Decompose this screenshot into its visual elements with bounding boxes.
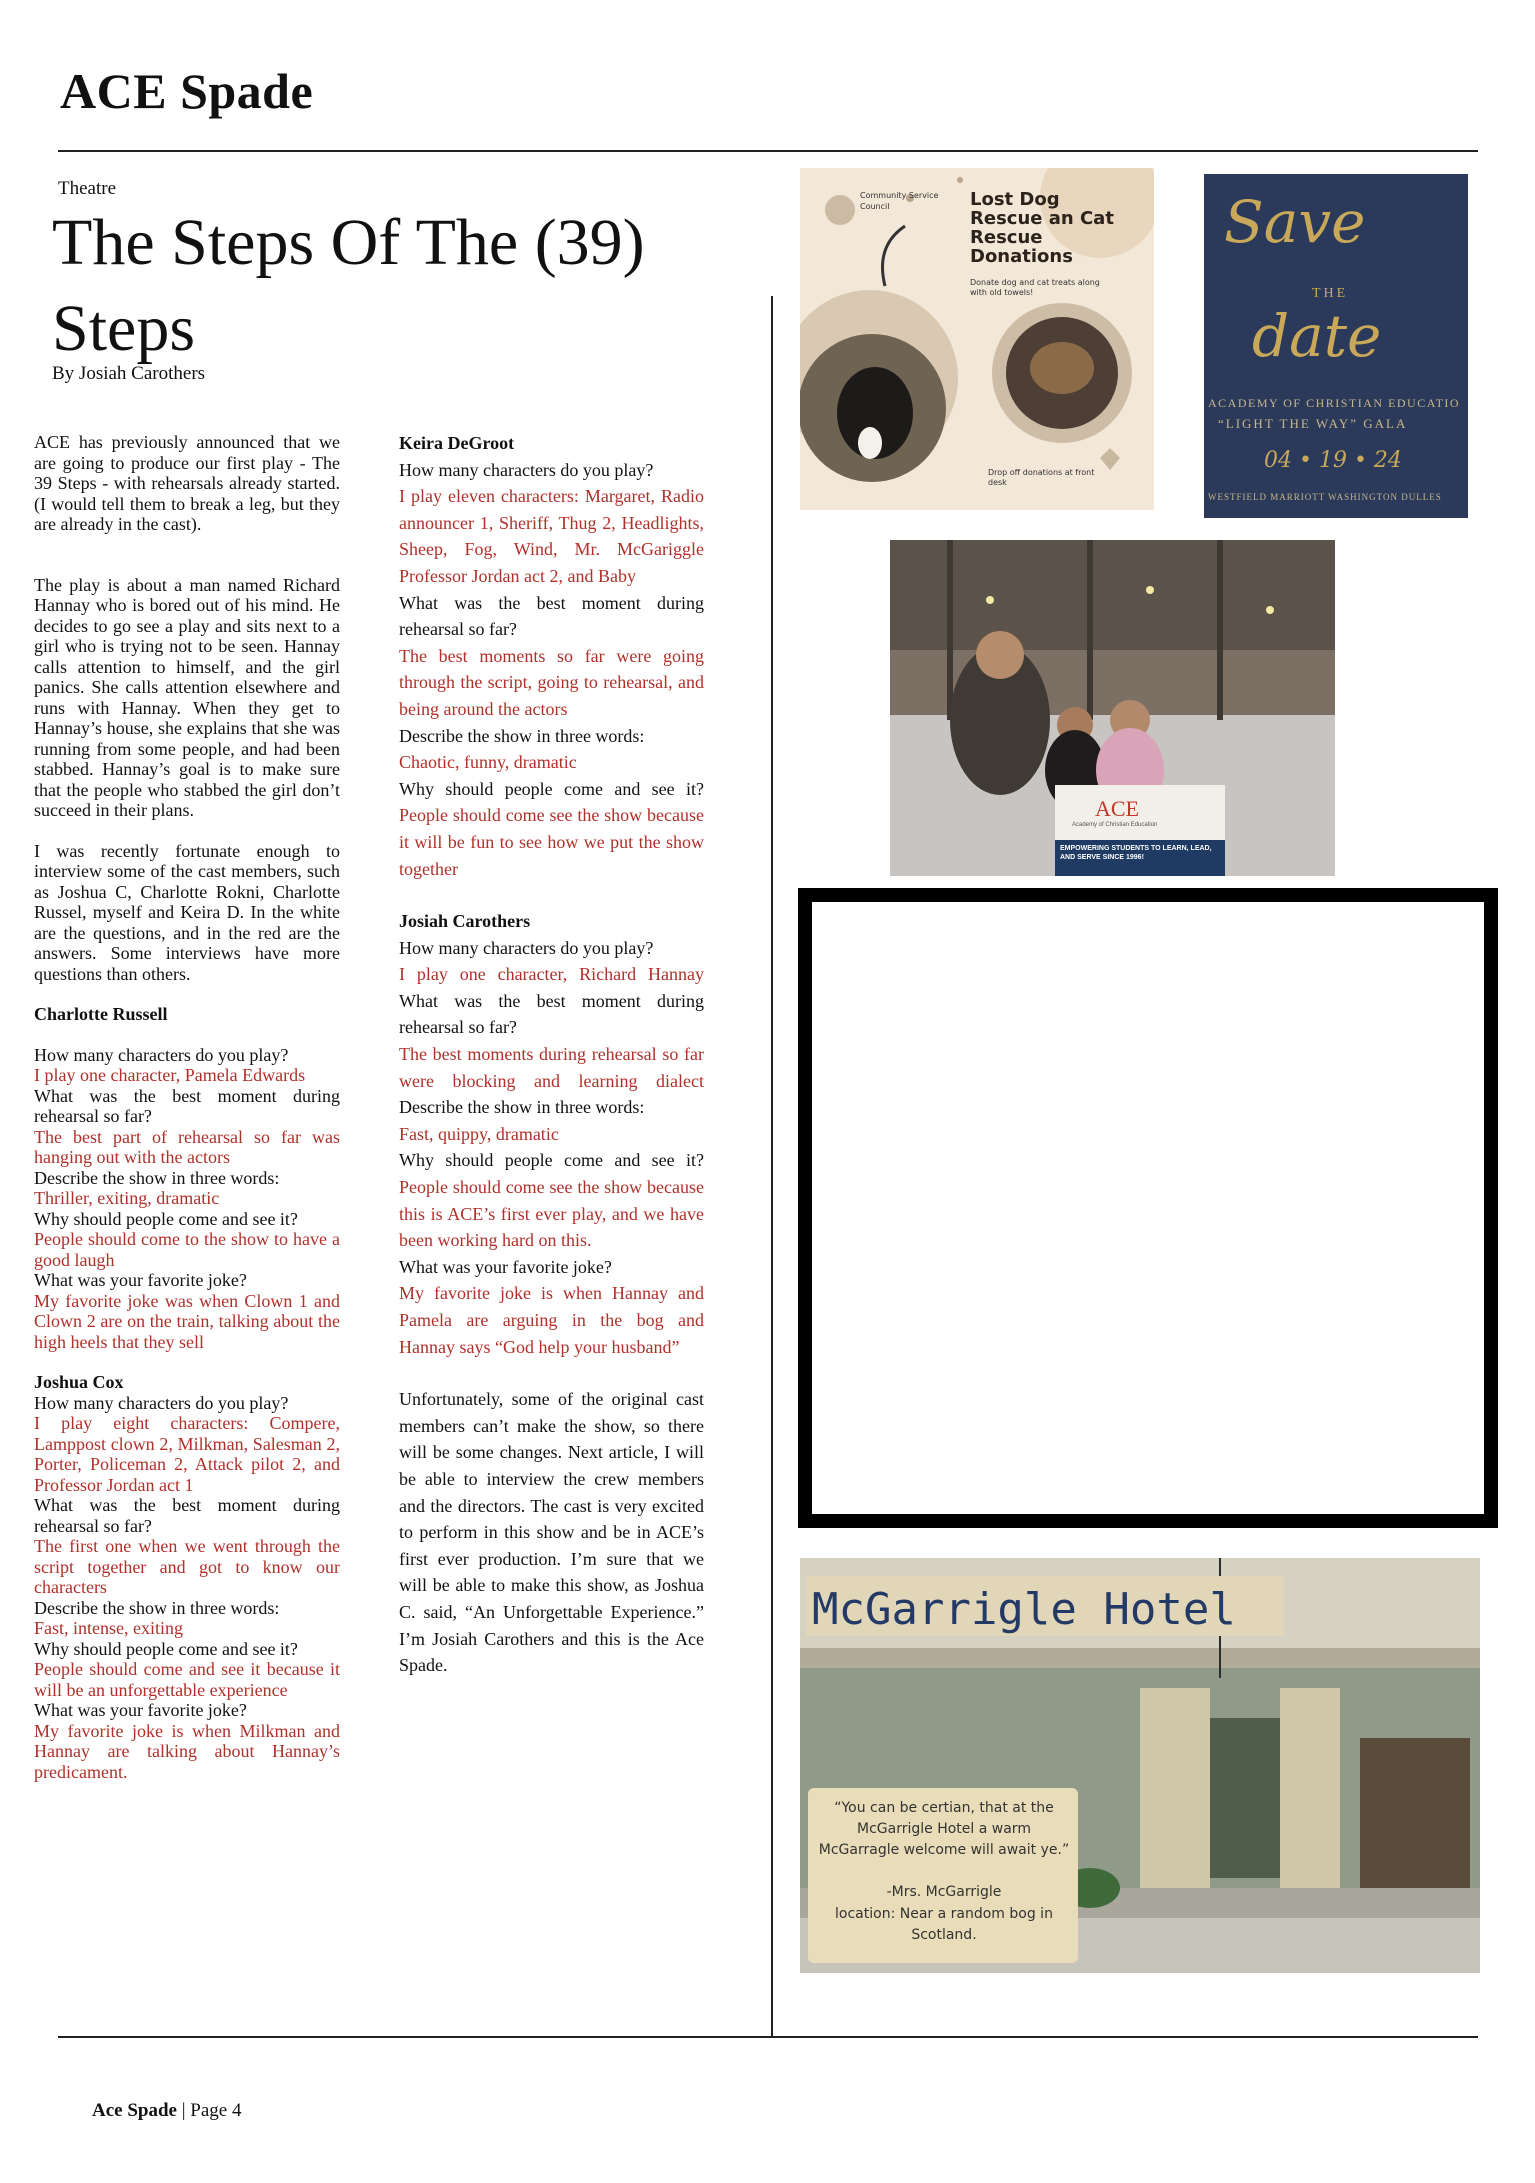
question: What was the best moment during rehearsal so far? xyxy=(399,990,704,1038)
flyer-title-line: Rescue xyxy=(970,227,1043,248)
answer: My favorite joke is when Hannay and Pamela are arguing in the bog and Hannay says “God help your husband” xyxy=(399,1283,704,1357)
ice-rink-photo xyxy=(890,540,1335,876)
hotel-title: McGarrigle Hotel xyxy=(812,1584,1236,1635)
answer: People should come and see it because it will be an unforgettable experience xyxy=(34,1659,340,1700)
flyer-title-line: Lost Dog xyxy=(970,189,1060,210)
question: What was your favorite joke? xyxy=(399,1256,612,1277)
question: What was your favorite joke? xyxy=(34,1700,247,1720)
footer-publication: Ace Spade xyxy=(92,2100,177,2121)
question: How many characters do you play? xyxy=(399,937,654,958)
mcgarrigle-hotel-image xyxy=(800,1558,1480,1973)
answer: The best moments so far were going through the script, going to rehearsal, and being around the actors xyxy=(399,645,704,719)
flyer-dropoff: Drop off donations at front desk xyxy=(988,468,1095,487)
question-answer xyxy=(399,1041,704,1121)
page-footer xyxy=(92,2100,241,2122)
donation-flyer-image xyxy=(800,168,1154,510)
question: Why should people come and see it? xyxy=(34,1638,298,1659)
intro-paragraph: The play is about a man named Richard Hannay who is bored out of his mind. He decides to go see a play and sits next to a girl who is trying not to be seen. Hannay calls attention to himself, and the girl panics. She calls attention elsewhere and runs with Hannay. When they get to Hannay’s house, she explains that she was running from some people, and had been stabbed. Hannay’s goal is to make sure that the people who stabbed the girl don’t succeed in their plans. xyxy=(34,574,340,820)
question: Describe the show in three words: xyxy=(34,1167,280,1188)
question: Why should people come and see it? xyxy=(399,1150,704,1171)
answer: Chaotic, funny, dramatic xyxy=(399,752,577,773)
question-answer xyxy=(399,961,704,1041)
intro-paragraph: ACE has previously announced that we are going to produce our first play - The 39 Steps - with rehearsals already started.(I would tell them to break a leg, but they are already in the cast). xyxy=(34,432,340,534)
save-date: date xyxy=(1252,302,1382,370)
masthead: ACE Spade xyxy=(60,63,314,119)
question: How many characters do you play? xyxy=(34,1044,289,1065)
question: What was your favorite joke? xyxy=(34,1270,247,1290)
intro-paragraph: I was recently fortunate enough to interview some of the cast members, such as Joshua C, Charlotte Rokni, Charlotte Russel, myself and Keira D. In the white are the questions, and in the red are the answers. Some interviews have more questions than others. xyxy=(34,840,340,984)
flyer-subtext: Donate dog and cat treats along with old towels! xyxy=(970,278,1100,297)
question: How many characters do you play? xyxy=(34,1392,289,1413)
save-org: ACADEMY OF CHRISTIAN EDUCATIO xyxy=(1208,396,1461,410)
question: Why should people come and see it? xyxy=(34,1208,298,1229)
article-column-2 xyxy=(399,430,704,1679)
question: Describe the show in three words: xyxy=(399,1097,645,1118)
answer: People should come to the show to have a good laugh xyxy=(34,1229,340,1270)
answer: I play eleven characters: Margaret, Radio announcer 1, Sheriff, Thug 2, Headlights, Sheep, Fog, Wind, Mr. McGariggle Professor Jordan act 2, and Baby xyxy=(399,486,704,586)
hotel-quote: “You can be certian, that at the McGarrigle Hotel a warm McGarragle welcome will await ye.” xyxy=(818,1800,1070,1858)
closing-paragraph: Unfortunately, some of the original cast members can’t make the show, so there will be some changes. Next article, I will be able to interview the crew members and the directors. The cast is very excited to perform in this show and be in ACE’s first ever production. I’m sure that we will be able to make this show, as Joshua C. said, “An Unforgettable Experience.” I’m Josiah Carothers and this is the Ace Spade. xyxy=(399,1389,704,1676)
section-label: Theatre xyxy=(58,178,117,199)
save-event: “LIGHT THE WAY” GALA xyxy=(1218,416,1408,431)
save-event-date: 04 • 19 • 24 xyxy=(1264,448,1402,473)
answer: I play eight characters: Compere, Lamppost clown 2, Milkman, Salesman 2, Porter, Policeman 2, Attack pilot 2, and Professor Jordan act 1 xyxy=(34,1413,340,1495)
question: Why should people come and see it? xyxy=(399,778,704,799)
question: What was the best moment during rehearsal so far? xyxy=(34,1495,340,1536)
ace-sign-text: EMPOWERING STUDENTS TO LEARN, LEAD, AND SERVE SINCE 1996! xyxy=(1060,845,1212,861)
hotel-attribution: -Mrs. McGarrigle xyxy=(886,1884,1002,1900)
interviewee-name: Joshua Cox xyxy=(34,1372,124,1392)
question: Describe the show in three words: xyxy=(34,1597,280,1618)
top-rule xyxy=(58,150,1478,152)
ace-sign-subtitle: Academy of Christian Education xyxy=(1072,822,1158,828)
empty-photo-frame xyxy=(798,888,1498,1528)
interviewee-name: Charlotte Russell xyxy=(34,1004,168,1024)
answer: The first one when we went through the script together and got to know our characters xyxy=(34,1536,340,1597)
flyer-title-line: Rescue an Cat xyxy=(970,208,1114,229)
flyer-title-line: Donations xyxy=(970,246,1073,267)
ace-sign-logo: ACE xyxy=(1095,796,1139,821)
answer: People should come see the show because it will be fun to see how we put the show together xyxy=(399,805,704,879)
answer: I play one character, Richard Hannay xyxy=(399,964,704,985)
save-venue: WESTFIELD MARRIOTT WASHINGTON DULLES xyxy=(1208,492,1442,502)
answer: Fast, intense, exiting xyxy=(34,1618,183,1638)
column-divider xyxy=(771,296,773,2036)
question-answer xyxy=(399,1147,704,1253)
flyer-org: Community Service Council xyxy=(860,191,939,211)
save-the: THE xyxy=(1312,286,1349,301)
question: What was the best moment during rehearsal so far? xyxy=(34,1085,340,1126)
bottom-rule xyxy=(58,2036,1478,2038)
question: How many characters do you play? xyxy=(399,459,654,480)
answer: My favorite joke was when Clown 1 and Clown 2 are on the train, talking about the high heels that they sell xyxy=(34,1290,340,1352)
interviewee-name: Josiah Carothers xyxy=(399,911,531,932)
save-title: Save xyxy=(1224,188,1366,256)
question-answer xyxy=(399,776,704,882)
answer: I play one character, Pamela Edwards xyxy=(34,1065,306,1085)
answer: The best moments during rehearsal so far were blocking and learning dialect xyxy=(399,1044,704,1091)
answer: People should come see the show because this is ACE’s first ever play, and we have been working hard on this. xyxy=(399,1177,704,1251)
article-column-1 xyxy=(34,432,340,1782)
answer: My favorite joke is when Milkman and Hannay are talking about Hannay’s predicament. xyxy=(34,1720,340,1782)
answer: Thriller, exiting, dramatic xyxy=(34,1188,220,1208)
question: Describe the show in three words: xyxy=(399,725,645,746)
answer: Fast, quippy, dramatic xyxy=(399,1123,559,1144)
question: What was the best moment during rehearsal so far? xyxy=(399,592,704,640)
answer: The best part of rehearsal so far was hanging out with the actors xyxy=(34,1126,340,1167)
byline: By Josiah Carothers xyxy=(52,363,206,384)
interviewee-name: Keira DeGroot xyxy=(399,433,515,453)
footer-separator: | xyxy=(176,2100,191,2121)
headline: The Steps Of The (39) Steps xyxy=(52,206,645,365)
hotel-location: location: Near a random bog in Scotland. xyxy=(835,1906,1053,1943)
footer-page-number: Page 4 xyxy=(190,2100,242,2121)
save-the-date-image xyxy=(1204,174,1468,518)
